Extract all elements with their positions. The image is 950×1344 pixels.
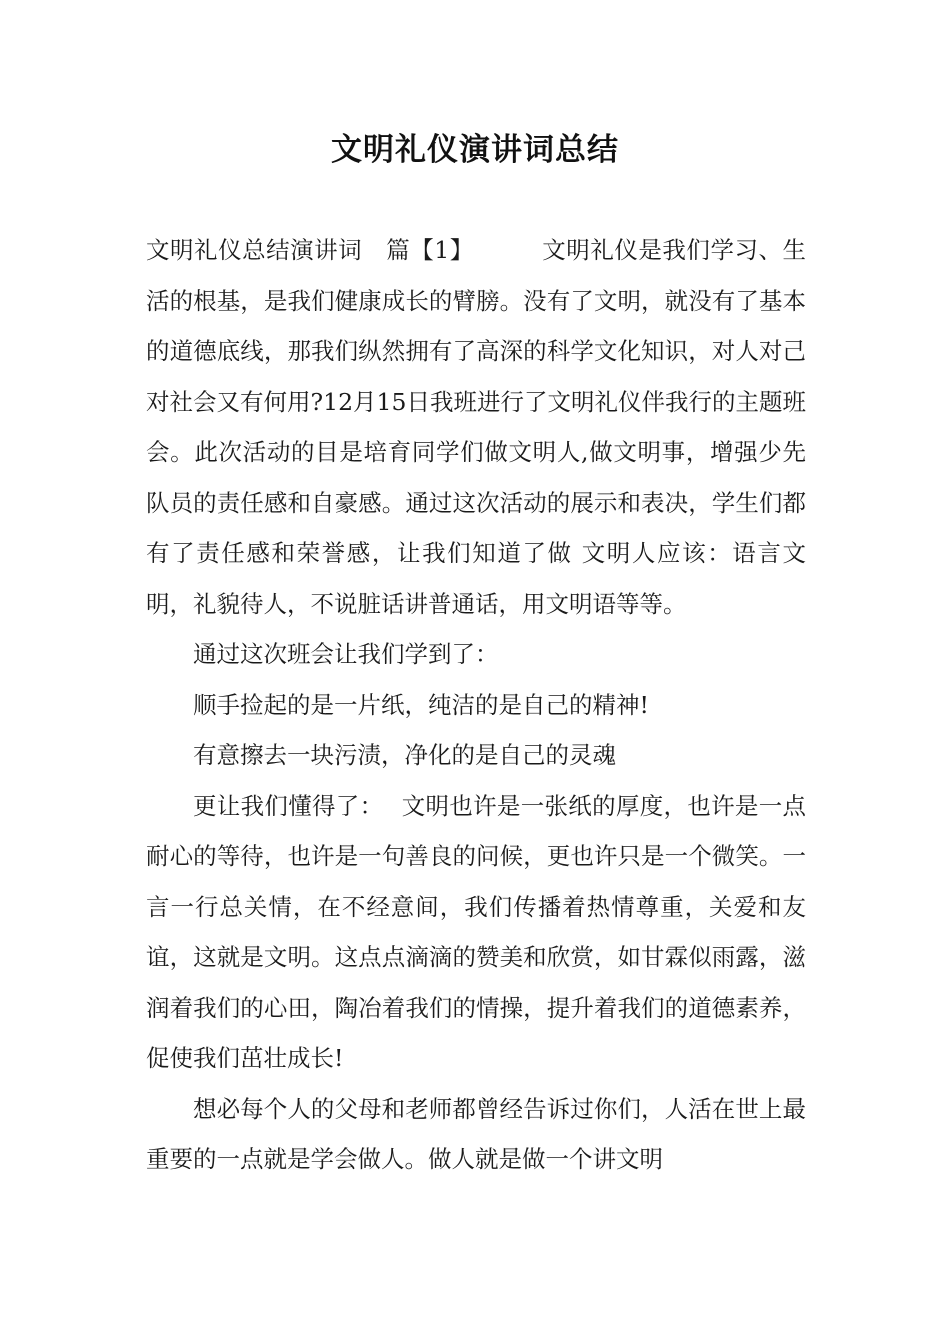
paragraph-5-text: 文明也许是一张纸的厚度，也许是一点耐心的等待，也许是一句善良的问候，更也许只是一个微笑。一言一行总关情，在不经意间，我们传播着热情尊重，关爱和友谊，这就是文明。这点点滴滴的赞美和欣赏，如甘霖似雨露，滋润着我们的心田，陶冶着我们的情操，提升着我们的道德素养，促使我们茁壮成长! <box>146 791 807 1072</box>
paragraph-5 <box>146 781 806 1084</box>
document-title: 文明礼仪演讲词总结 <box>331 132 619 168</box>
paragraph-1-text: 文明礼仪是我们学习、生活的根基，是我们健康成长的臂膀。没有了文明，就没有了基本的道德底线，那我们纵然拥有了高深的科学文化知识，对人对己对社会又有何用?12月15日我班进行了文明礼仪伴我行的主题班会。此次活动的目是培育同学们做文明人,做文明事，增强少先队员的责任感和自豪感。通过这次活动的展示和表决，学生们都有了责任感和荣誉感，让我们知道了做 文明人应该：语言文明，礼貌待人，不说脏话讲普通话，用文明语等等。 <box>146 236 807 618</box>
paragraph-3: 顺手捡起的是一片纸，纯洁的是自己的精神! <box>193 690 649 719</box>
document-body <box>146 225 806 1185</box>
paragraph-5-lead: 更让我们懂得了： <box>193 791 384 820</box>
paragraph-2: 通过这次班会让我们学到了： <box>193 640 499 668</box>
paragraph-6: 想必每个人的父母和老师都曾经告诉过你们，人活在世上最重要的一点就是学会做人。做人就是做一个讲文明 <box>146 1094 806 1173</box>
paragraph-4: 有意擦去一块污渍，净化的是自己的灵魂 <box>193 741 616 769</box>
paragraph-1 <box>146 225 806 629</box>
section-heading: 文明礼仪总结演讲词 篇【1】 <box>146 236 474 264</box>
